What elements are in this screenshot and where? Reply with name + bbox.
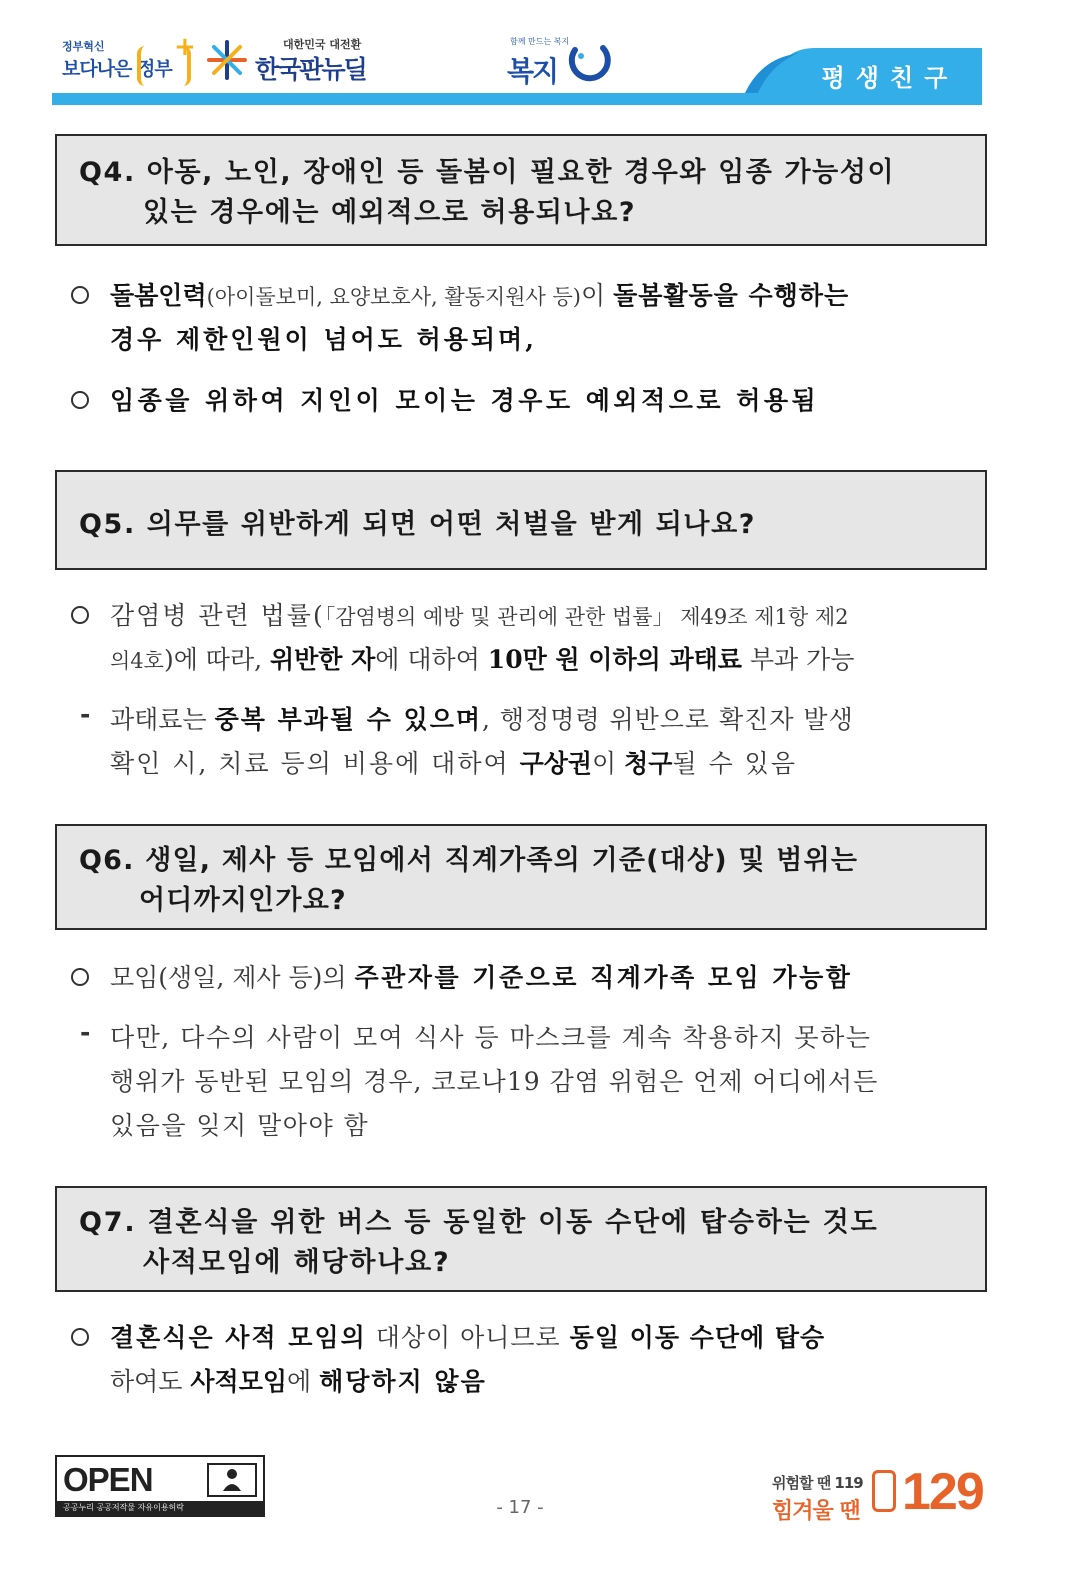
q6-title-line2: 어디까지인가요? xyxy=(139,885,347,916)
gov-innovation-logo xyxy=(62,32,196,94)
q6-title-line1: Q6. 생일, 제사 등 모임에서 직계가족의 기준(대상) 및 범위는 xyxy=(79,845,859,876)
plus-icon: + xyxy=(174,32,196,62)
text-bold: 임종을 위하여 지인이 모이는 경우도 예외적으로 허용됨 xyxy=(110,386,820,415)
text-bold: 해당하지 않음 xyxy=(319,1367,487,1396)
text-plain: 하여도 xyxy=(110,1367,191,1396)
text-bold: 위반한 자 xyxy=(269,645,376,674)
q6-detail1-line1: 다만, 다수의 사람이 모여 식사 등 마스크를 계속 착용하지 못하는 xyxy=(110,1023,872,1052)
hotline-line2: 힘겨울 땐 xyxy=(772,1499,860,1524)
q4-title-line2: 있는 경우에는 예외적으로 허용되나요? xyxy=(143,197,637,228)
text-plain: 에 xyxy=(287,1367,320,1396)
page-header xyxy=(0,0,1080,120)
text-plain: 에 대하여 xyxy=(375,645,488,674)
bullet-circle-icon xyxy=(71,1328,89,1346)
logo3-main-text: 복지 xyxy=(507,55,558,88)
text-small: (아이돌보미, 요양보호사, 활동지원사 등) xyxy=(206,285,581,309)
text-bold: 사적모임 xyxy=(190,1367,288,1396)
welfare-ro-logo xyxy=(505,30,625,94)
q7-title-line2: 사적모임에 해당하나요? xyxy=(143,1247,451,1278)
text-bold: 돌봄활동을 수행하는 xyxy=(613,281,850,310)
text-small: 「감염병의 예방 및 관리에 관한 법률」 제49조 제1항 제2 xyxy=(324,605,849,629)
text-bold: 청구 xyxy=(624,749,673,778)
text-bold: 결혼식은 사적 모임의 xyxy=(110,1323,367,1352)
open-license-bar: 공공누리 공공저작물 자유이용허락 xyxy=(57,1501,263,1515)
question-box-q7 xyxy=(55,1186,987,1292)
q5-detail1-line2 xyxy=(110,744,797,780)
q4-answer2 xyxy=(110,381,819,417)
text-bold: 구상권 xyxy=(519,749,593,778)
bullet-circle-icon xyxy=(71,391,89,409)
q7-answer1-line1 xyxy=(110,1318,825,1354)
q5-title-line1: Q5. 의무를 위반하게 되면 어떤 처벌을 받게 되나요? xyxy=(79,509,757,540)
bullet-circle-icon xyxy=(71,606,89,624)
text-plain: , 행정명령 위반으로 확진자 발생 xyxy=(482,705,854,734)
q4-answer1-line2 xyxy=(110,320,537,356)
q5-answer1-line2 xyxy=(110,640,854,676)
text-plain: 될 수 있음 xyxy=(672,749,797,778)
text-plain: 모임(생일, 제사 등)의 xyxy=(110,963,355,992)
bullet-circle-icon xyxy=(71,968,89,986)
open-license-badge xyxy=(55,1455,265,1517)
text-plain: 과태료는 xyxy=(110,705,215,734)
question-box-q5 xyxy=(55,470,987,570)
logo2-small-text: 대한민국 대전환 xyxy=(283,38,362,51)
text-plain: 감염병 관련 법률( xyxy=(110,601,325,630)
attribution-person-icon xyxy=(207,1463,257,1497)
logo2-main-text: 한국판뉴딜 xyxy=(255,55,366,84)
ring-icon xyxy=(567,38,611,82)
question-box-q6 xyxy=(55,824,987,930)
open-text: OPEN xyxy=(63,1461,153,1498)
text-bold: 중복 부과될 수 있으며 xyxy=(214,705,483,734)
header-title: 평생친구 xyxy=(821,64,959,92)
phone-icon xyxy=(872,1470,896,1512)
logo1-text-b: 정부 xyxy=(137,58,172,80)
q6-answer1 xyxy=(110,958,852,994)
question-box-q4 xyxy=(55,134,987,246)
text-plain: 부과 가능 xyxy=(741,645,855,674)
text-small: 의4호 xyxy=(110,649,164,673)
q7-answer1-line2 xyxy=(110,1362,487,1398)
dash-marker: - xyxy=(80,700,91,729)
text-bold: 돌봄인력 xyxy=(110,281,207,310)
person-icon xyxy=(209,1465,255,1495)
logo3-small-text: 함께 만드는 복지 xyxy=(510,37,570,46)
q4-answer1-line1 xyxy=(110,276,849,312)
hotline-line1: 위험할 땐 119 xyxy=(772,1474,863,1492)
text-bold: 주관자를 기준으로 직계가족 모임 가능함 xyxy=(354,963,853,992)
text-plain: 대상이 아니므로 xyxy=(366,1323,570,1352)
bullet-circle-icon xyxy=(71,286,89,304)
page-number: - 17 - xyxy=(496,1497,544,1518)
text-bold: 10만 원 이하의 과태료 xyxy=(487,645,742,674)
text-plain: 이 xyxy=(580,281,614,310)
logo1-small-text: 정부혁신 xyxy=(62,40,105,53)
hotline-129-logo xyxy=(772,1460,992,1530)
text-plain: )에 따라, xyxy=(163,645,270,674)
q7-title-line1: Q7. 결혼식을 위한 버스 등 동일한 이동 수단에 탑승하는 것도 xyxy=(79,1207,879,1238)
text-bold: 동일 이동 수단에 탑승 xyxy=(569,1323,826,1352)
text-bold: 경우 제한인원이 넘어도 허용되며, xyxy=(110,325,537,354)
hotline-number: 129 xyxy=(902,1463,983,1521)
q5-answer1-line1 xyxy=(110,596,848,632)
q6-detail1-line2: 행위가 동반된 모임의 경우, 코로나19 감염 위험은 언제 어디에서든 xyxy=(110,1067,879,1096)
star-burst-icon xyxy=(205,38,249,82)
q4-title-line1: Q4. 아동, 노인, 장애인 등 돌봄이 필요한 경우와 임종 가능성이 xyxy=(79,157,896,188)
text-plain: 확인 시, 치료 등의 비용에 대하여 xyxy=(110,749,520,778)
logo1-text-a: 보다나은 xyxy=(62,58,132,80)
korean-new-deal-logo xyxy=(205,34,385,94)
dash-marker: - xyxy=(80,1018,91,1047)
text-plain: 이 xyxy=(592,749,625,778)
q6-detail1-line3: 있음을 잊지 말아야 함 xyxy=(110,1111,370,1140)
q5-detail1-line1 xyxy=(110,700,854,736)
